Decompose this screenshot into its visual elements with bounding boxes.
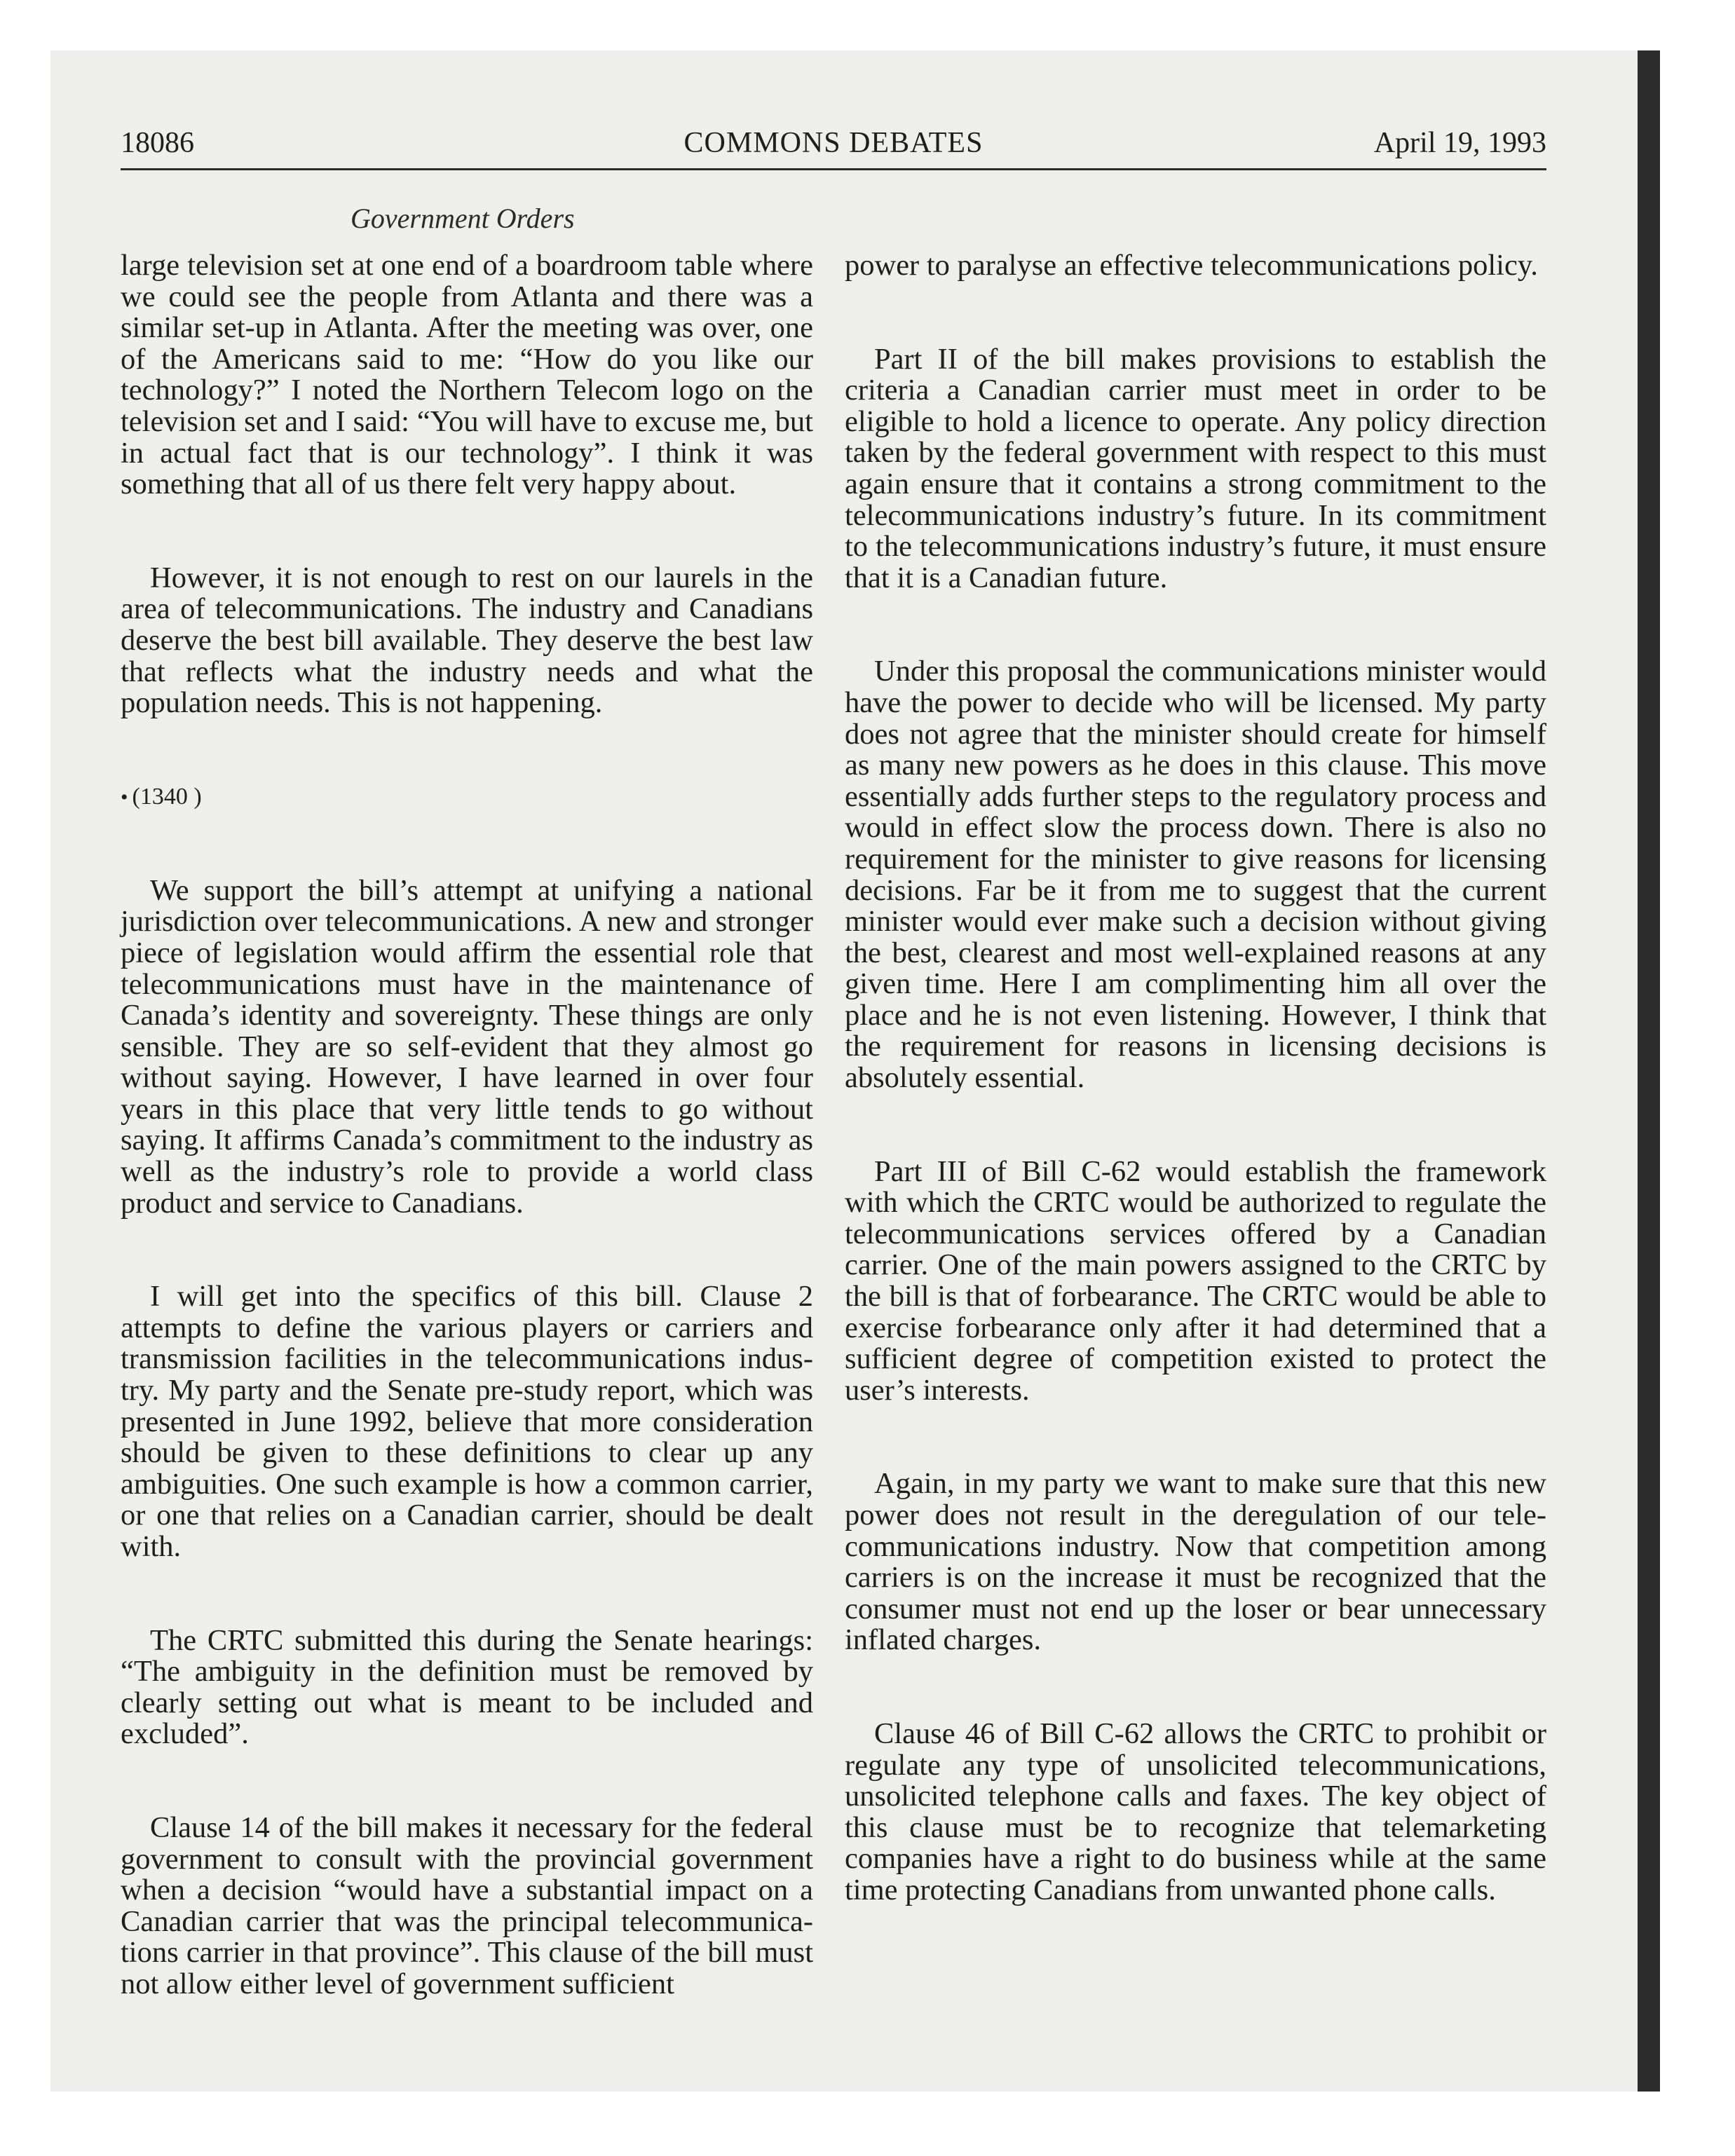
page-number: 18086 [121, 127, 194, 159]
page-header [121, 126, 1546, 165]
paragraph: However, it is not enough to rest on our laurels in the area of telecommunications. The industry and Canadians deserve the best bill available. They deserve the best law that reflects what the industry needs and what the population needs. This is not happening. [121, 561, 813, 720]
paragraph: Again, in my party we want to make sure that this new power does not result in the deregulation of our telecommunications industry. Now that competition among carriers is on the increase it must be recognized that the consumer must not end up the loser or bear unnecessary inflated charges. [845, 1467, 1546, 1657]
journal-title: COMMONS DEBATES [683, 127, 984, 159]
bullet-icon: • [121, 785, 128, 809]
paragraph: power to paralyse an effective telecommunications policy. [845, 249, 1538, 282]
section-title: Government Orders [351, 203, 575, 234]
paragraph: Clause 46 of Bill C-62 allows the CRTC to prohibit or regulate any type of unsolicited telecommunications, unsolicited telephone calls and faxes. The key object of this clause must be to recognize that telemarketing companies have a right to do business while at the same time protecting Canadians from unwanted phone calls. [845, 1717, 1546, 1906]
header-rule [121, 168, 1546, 170]
publication-date: April 19, 1993 [1373, 127, 1546, 159]
scan-edge-shadow [1638, 50, 1660, 2092]
left-column [121, 250, 813, 2000]
paragraph: large television set at one end of a boardroom table where we could see the people from Atlanta and there was a similar set-up in Atlanta. After the meeting was over, one of the Americans said to me: “How do you like our technology?” I noted the Northern Telecom logo on the television set and I said: “You will have to excuse me, but in actual fact that is our technology”. I think it was something that all of us there felt very happy about. [121, 249, 813, 501]
paragraph: Part III of Bill C-62 would establish the framework with which the CRTC would be authorized to regulate the telecommunications services offered by a Canadian carrier. One of the main powers assigned to the CRTC by the bill is that of forbearance. The CRTC would be able to exercise forbearance only after it had determined that a sufficient degree of competition existed to protect the user’s interests. [845, 1154, 1546, 1407]
time-marker-text: (1340 ) [132, 783, 202, 810]
paragraph: Part II of the bill makes provisions to establish the criteria a Canadian carrier must meet in order to be eligible to hold a licence to operate. Any policy direction taken by the federal government with respect to this must again ensure that it contains a strong commitment to the telecommunications industry’s future. In its commitment to the telecommunications industry’s future, it must ensure that it is a Canadian future. [845, 342, 1546, 594]
paragraph: Clause 14 of the bill makes it necessary for the federal government to consult with the provincial government when a decision “would have a substantial impact on a Canadian carrier that was the principal telecommunications carrier in that province”. This clause of the bill must not allow either level of government sufficient [121, 1810, 813, 2000]
time-marker [121, 782, 813, 813]
paragraph: The CRTC submitted this during the Senate hearings: “The ambiguity in the definition must be removed by clearly setting out what is meant to be included and excluded”. [121, 1623, 813, 1751]
right-column [845, 250, 1546, 1906]
paragraph: We support the bill’s attempt at unifying a national jurisdiction over telecommunications. A new and stronger piece of legislation would affirm the essential role that telecommunications must have in the maintenance of Canada’s identity and sovereignty. These things are only sensible. They are so self-evident that they almost go without saying. However, I have learned in over four years in this place that very little tends to go without saying. It affirms Canada’s commitment to the industry as well as the industry’s role to provide a world class product and service to Canadians. [121, 873, 813, 1220]
paragraph: Under this proposal the communications minister would have the power to decide who will be licensed. My party does not agree that the minister should create for himself as many new powers as he does in this clause. This move essentially adds further steps to the regulatory process and would in effect slow the process down. There is also no requirement for the minister to give reasons for licensing decisions. Far be it from me to suggest that the current minister would ever make such a decision without giving the best, clearest and most well-explained reasons at any given time. Here I am complimenting him all over the place and he is not even listening. However, I think that the requirement for reasons in licensing decisions is absolutely essential. [845, 655, 1546, 1095]
paragraph: I will get into the specifics of this bill. Clause 2 attempts to define the various players or carriers and transmission facilities in the telecommunications industry. My party and the Senate pre-study report, which was presented in June 1992, believe that more consideration should be given to these definitions to clear up any ambiguities. One such example is how a common carrier, or one that relies on a Canadian carrier, should be dealt with. [121, 1280, 813, 1563]
